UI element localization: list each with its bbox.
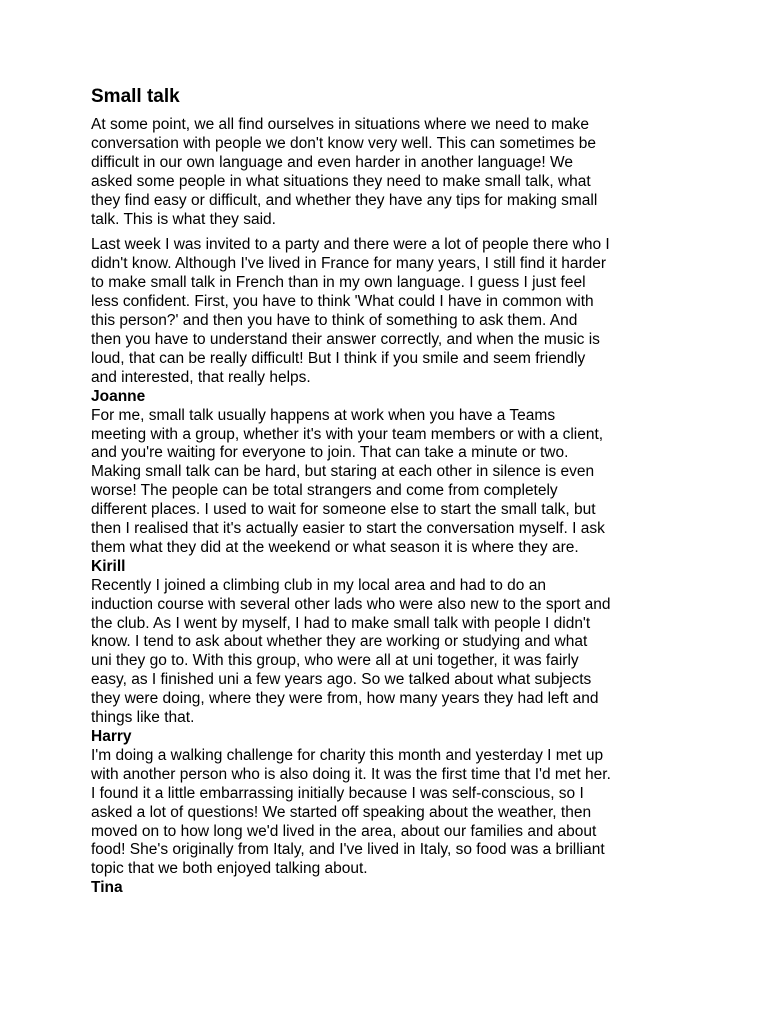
entry-text: Last week I was invited to a party and there were a lot of people there who I didn't know. Although I've lived in France for many years, I still find it harder to make small talk in French than in my own language. I guess I just feel less confident. First, you have to think 'What could I have in common with this person?' and then you have to think of something to ask them. And then you have to understand their answer correctly, and when the music is loud, that can be really difficult! But I think if you smile and seem friendly and interested, that really helps. [91,236,610,386]
entry-text: I'm doing a walking challenge for charity this month and yesterday I met up with another person who is also doing it. It was the first time that I'd met her. I found it a little embarrassing initially because I was self-conscious, so I asked a lot of questions! We started off speaking about the weather, then moved on to how long we'd lived in the area, about our families and about food! She's originally from Italy, and I've lived in Italy, so food was a brilliant topic that we both enjoyed talking about. [91,746,611,878]
entry-text: Recently I joined a climbing club in my local area and had to do an induction course with several other lads who were also new to the sport and the club. As I went by myself, I had to make small talk with people I didn't know. I tend to ask about whether they are working or studying and what uni they go to. With this group, who were all at uni together, it was fairly easy, as I finished uni a few years ago. So we talked about what subjects they were doing, where they were from, how many years they had left and things like that. [91,576,611,727]
entry-author-name: Joanne [91,387,146,405]
entry-kirill [91,407,691,577]
entry-text: For me, small talk usually happens at work when you have a Teams meeting with a group, whether it's with your team members or with a client, and you're waiting for everyone to join. That can take a minute or two. Making small talk can be hard, but staring at each other in silence is even worse! The people can be total strangers and come from completely different places. I used to wait for someone else to start the small talk, but then I realised that it's actually easier to start the conversation myself. I ask them what they did at the weekend or what season it is where they are. [91,406,605,556]
entry-author-name: Tina [91,879,123,897]
page-title: Small talk [91,86,180,107]
document-page [91,84,691,898]
intro-paragraph: At some point, we all find ourselves in situations where we need to make conversation with people we don't know very well. This can sometimes be difficult in our own language and even harder in another language! We asked some people in what situations they need to make small talk, what they find easy or difficult, and whether they have any tips for making small talk. This is what they said. [91,116,598,228]
entry-joanne [91,236,691,406]
entry-author-name: Kirill [91,557,126,575]
entry-author-name: Harry [91,728,132,745]
entry-harry [91,577,691,747]
entry-tina [91,747,691,898]
